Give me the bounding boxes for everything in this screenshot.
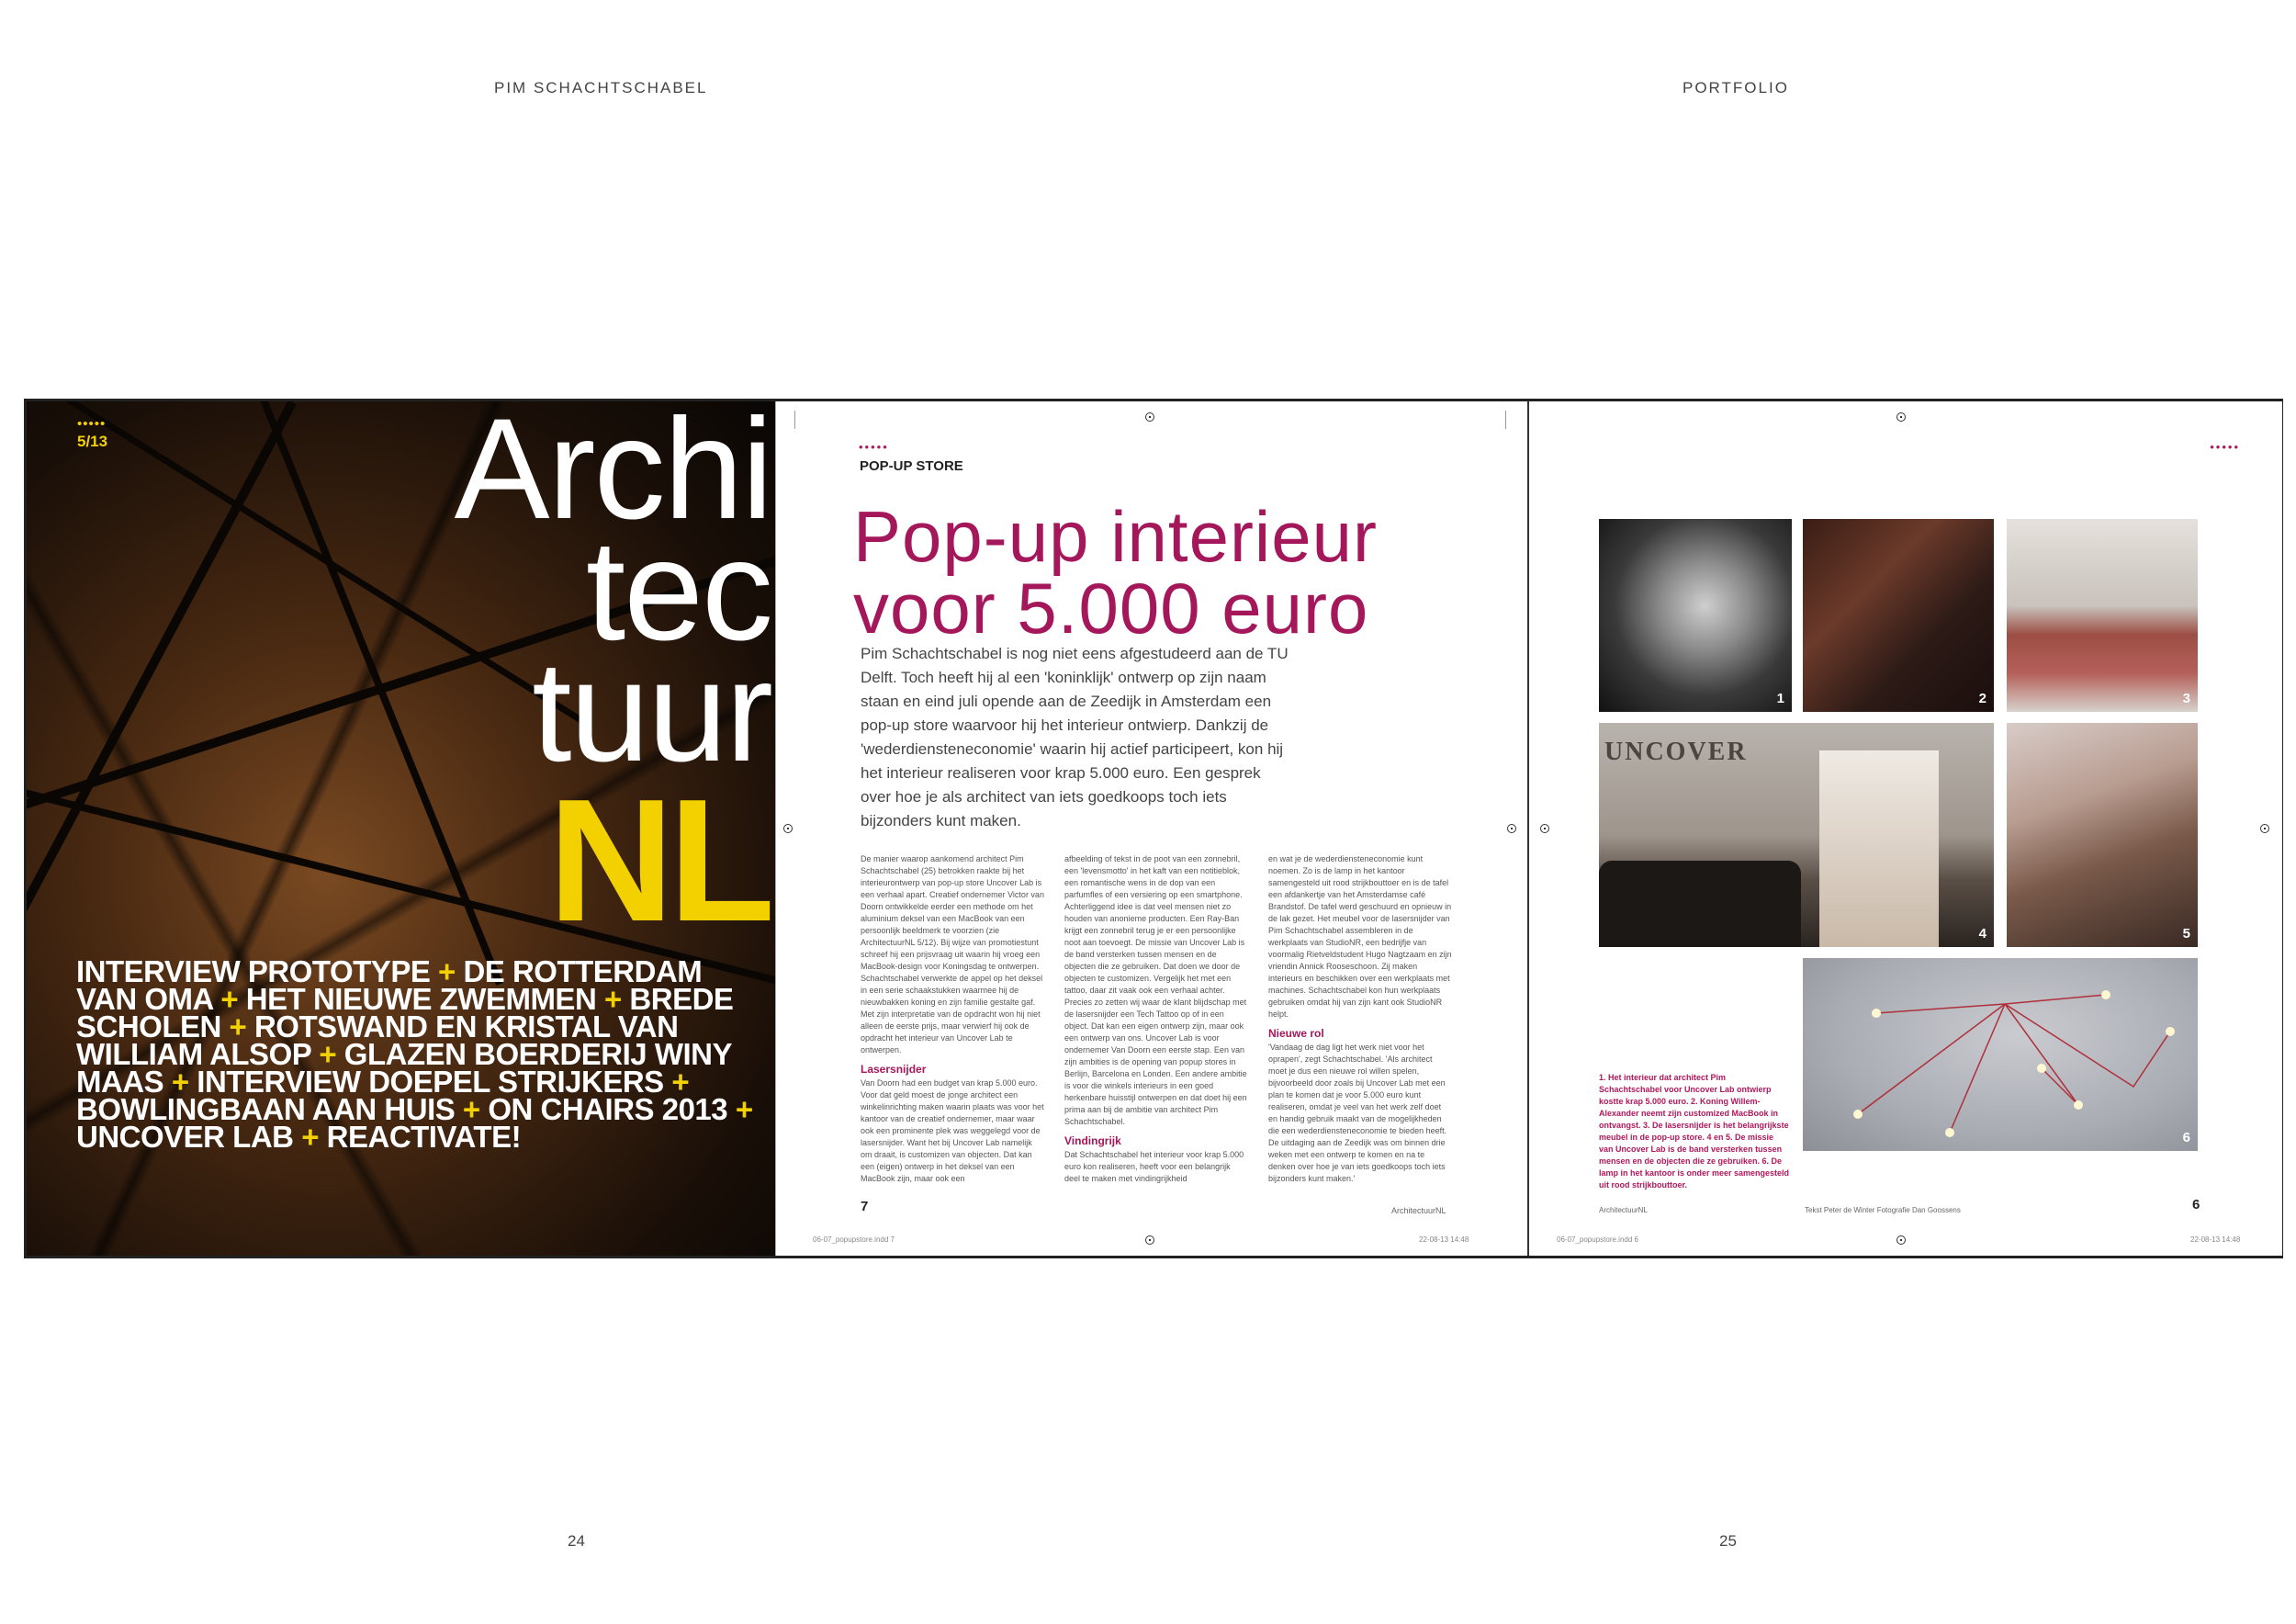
article-dots: ••••• <box>859 440 889 454</box>
column-text: 'Vandaag de dag ligt het werk niet voor het oprapen', zegt Schachtschabel. 'Als architect moet je dus een nieuwe rol willen spelen, bijvoorbeeld door zoals bij Uncover Lab met een plan te komen dat je voor 5.000 euro kunt realiseren, omdat je veel van het werk zelf doet en handig gebruik maakt van de mogelijkheden die een wederdiensteneconomie te bieden heeft. De uitdaging aan de Zeedijk was om binnen drie weken met een ontwerp te komen en na te denken over hoe je van iets goedkoops toch iets bijzonders kunt maken.' <box>1268 1043 1447 1183</box>
registration-mark-icon <box>2260 824 2269 833</box>
magazine-spread <box>24 399 2283 1258</box>
column-text: en wat je de wederdiensteneconomie kunt noemen. Zo is de lamp in het kantoor samengesteld uit rood strijkbouttoer en is de tafel een afdankertje van het Amsterdamse café Brandstof. De tafel werd geschuurd en opnieuw in de lak gezet. Het meubel voor de lasersnijder van Pim Schachtschabel assembleren in de werkplaats van StudioNR, een bedrijfje van voormalig Rietveldstudent Hugo Nagtzaam en zijn vriendin Annick Rooseschoon. Zij maken interieurs en beschikken over een werkplaats met machines. Schachtschabel kon hun werkplaats gebruiken omdat hij van zijn kant ook StudioNR helpt. <box>1268 854 1452 1019</box>
contents-item: BREDE SCHOLEN <box>76 982 734 1043</box>
cover-nl: NL <box>547 763 770 958</box>
gallery-page <box>1527 401 2282 1256</box>
column-text: Van Doorn had een budget van krap 5.000 euro. Voor dat geld moest de jonge architect een winkelinrichting maken waarin plaats was voor het kantoor van de creatief ondernemer, maar waar ook een prominente plek was weggelegd voor de lasersnijder. Want het bij Uncover Lab namelijk om draait, is customizen van objecten. Dat kan een (eigen) ontwerp in het deksel van een MacBook zijn, maar ook een <box>861 1078 1044 1183</box>
gallery-page-number: 6 <box>2192 1197 2200 1212</box>
magazine-cover <box>27 401 775 1256</box>
cover-dots: ••••• <box>77 416 107 432</box>
photo-caption: 1. Het interieur dat architect Pim Schachtschabel voor Uncover Lab ontwierp kostte krap 5.000 euro. 2. Koning Willem-Alexander neemt zijn customized MacBook in ontvangst. 3. De lasersnijder is het belangrijkste meubel in de pop-up store. 4 en 5. De missie van Uncover Lab is de band versterken tussen mensen en de objecten die ze gebruiken. 6. De lamp in het kantoor is onder meer samengesteld uit rood strijkbouttoer. <box>1599 1073 1790 1190</box>
contents-item: UNCOVER LAB <box>76 1120 294 1154</box>
running-header-left: PIM SCHACHTSCHABEL <box>494 79 708 96</box>
uncover-sign: UNCOVER <box>1604 738 1748 766</box>
gallery-dots: ••••• <box>2210 440 2240 454</box>
cover-title-line: tuur <box>532 632 771 792</box>
gallery-footer-brand: ArchitectuurNL <box>1599 1206 1648 1214</box>
page-number-left: 24 <box>568 1532 585 1550</box>
print-slug: 06-07_popupstore.indd 7 <box>813 1235 895 1244</box>
issue-number: 5/13 <box>77 433 108 450</box>
contents-item: BOWLINGBAAN AAN HUIS <box>76 1092 456 1126</box>
column-text: afbeelding of tekst in de poot van een zonnebril, een 'levensmotto' in het kaft van een notitieblok, een romantische wens in de dop van een parfumfles of een versiering op een smartphone. Achterliggend idee is dat veel mensen niet zo houden van anonieme producten. Een Ray-Ban krijgt een zonnebril terug je er een persoonlijke noot aan toevoegt. De missie van Uncover Lab is de band versterken tussen mensen en de objecten die ze gebruiken. Dat doen we door de objecten te customizen. Vergelijk het met een tattoo, daar zit vaak ook een verhaal achter. Precies zo zetten wij waar de klant blijdschap met de lasersnijder een Tech Tattoo op of in een object. Dat kan een eigen ontwerp zijn, maar ook een ontwerp van ons. Uncover Lab is voor ondernemer Van Doorn een eerste stap. Een van zijn ambities is de opening van popup stores in Berlijn, Barcelona en Londen. Een andere ambitie is voor die winkels interieurs in een goed herkenbare huisstijl ontwerpen en dat doet hij een prima aan bij de ambitie van architect Pim Schachtschabel. <box>1064 854 1247 1126</box>
article-kicker: POP-UP STORE <box>860 458 963 474</box>
photo-customers <box>2007 723 2198 947</box>
headline-line: voor 5.000 euro <box>853 568 1369 648</box>
photo-number: 2 <box>1978 691 1986 706</box>
photo-royal-visit <box>1803 519 1994 712</box>
registration-mark-icon <box>1145 1235 1154 1245</box>
print-slug: 22-08-13 14:48 <box>1419 1235 1469 1244</box>
article-column <box>1268 853 1452 1185</box>
registration-mark-icon <box>1540 824 1549 833</box>
page-number-right: 25 <box>1719 1532 1737 1550</box>
registration-mark-icon <box>1145 412 1154 422</box>
photo-number: 5 <box>2182 926 2190 942</box>
subheading: Lasersnijder <box>861 1063 927 1076</box>
photo-number: 4 <box>1978 926 1986 942</box>
article-column <box>1064 853 1248 1185</box>
print-slug: 06-07_popupstore.indd 6 <box>1557 1235 1638 1244</box>
cover-title-line: tec <box>585 511 771 671</box>
article-lead: Pim Schachtschabel is nog niet eens afgestudeerd aan de TU Delft. Toch heeft hij al een 'koninklijk' ontwerp op zijn naam staan en eind juli opende aan de Zeedijk in Amsterdam een pop-up store waarvoor hij het interieur ontwierp. Dankzij de 'wederdiensteneconomie' waarin hij actief participeert, kon hij het interieur realiseren voor krap 5.000 euro. Een gesprek over hoe je als architect van iets goedkoops toch iets bijzonders kunt maken. <box>861 645 1289 829</box>
contents-item: INTERVIEW DOEPEL STRIJKERS <box>197 1065 664 1099</box>
article-footer: ArchitectuurNL <box>1391 1206 1446 1215</box>
photo-portrait <box>1599 519 1792 712</box>
article-column <box>861 853 1044 1185</box>
photo-lamp <box>1803 958 2198 1151</box>
registration-mark-icon <box>783 824 793 833</box>
contents-item: DE ROTTERDAM VAN OMA <box>76 954 703 1016</box>
photo-number: 3 <box>2182 691 2190 706</box>
column-text: De manier waarop aankomend architect Pim Schachtschabel (25) betrokken raakte bij het interieurontwerp van pop-up store Uncover Lab is een verhaal apart. Creatief ondernemer Victor van Doorn ontwikkelde eerder een methode om het aluminium deksel van een MacBook van een persoonlijk beeldmerk te voorzien (zie ArchitectuurNL 5/12). Bij wijze van promotiestunt schreef hij een prijsvraag uit waarin hij vroeg een MacBook-design voor Koningsdag te ontwerpen. Schachtschabel verwerkte de appel op het deksel in een serie schaakstukken waarmee hij de nieuwbakken koning en zijn familie gestalte gaf. Met zijn interpretatie van de opdracht won hij niet alleen de eerste prijs, maar verwierf hij ook de opdracht het interieur van Uncover Lab te ontwerpen. <box>861 854 1044 1054</box>
headline-line: Pop-up interieur <box>853 496 1378 577</box>
print-slug: 22-08-13 14:48 <box>2190 1235 2241 1244</box>
cover-title-line: Archi <box>454 401 771 549</box>
subheading: Vindingrijk <box>1064 1134 1121 1147</box>
column-text: Dat Schachtschabel het interieur voor krap 5.000 euro kon realiseren, heeft voor een belangrijk deel te maken met vindingrijkheid <box>1064 1150 1244 1183</box>
photo-store-interior <box>2007 519 2198 712</box>
subheading: Nieuwe rol <box>1268 1027 1324 1040</box>
registration-mark-icon <box>1896 1235 1906 1245</box>
contents-item: HET NIEUWE ZWEMMEN <box>245 982 597 1016</box>
running-header-right: PORTFOLIO <box>1683 79 1789 96</box>
cover-title <box>454 401 771 792</box>
contents-item: REACTIVATE! <box>326 1120 522 1154</box>
contents-item: INTERVIEW PROTOTYPE <box>76 954 431 988</box>
article-page <box>775 401 1525 1256</box>
registration-mark-icon <box>1507 824 1516 833</box>
photo-number: 6 <box>2182 1130 2190 1145</box>
photo-credit: Tekst Peter de Winter Fotografie Dan Goossens <box>1805 1206 1961 1214</box>
article-columns <box>861 853 1458 1185</box>
photo-uncover-lounge <box>1599 723 1994 947</box>
article-headline <box>853 496 1496 648</box>
crop-mark-icon <box>1487 411 1506 429</box>
lamp-cords <box>1803 958 2198 1151</box>
cover-contents: INTERVIEW PROTOTYPE + DE ROTTERDAM VAN OMA + HET NIEUWE ZWEMMEN + BREDE SCHOLEN + ROTSWAND EN KRISTAL VAN WILLIAM ALSOP + GLAZEN BOERDERIJ WINY MAAS + INTERVIEW DOEPEL STRIJKERS + BOWLINGBAAN AAN HUIS + ON CHAIRS 2013 + UNCOVER LAB + REACTIVATE! <box>76 954 753 1154</box>
article-page-number: 7 <box>861 1199 869 1214</box>
contents-item: ON CHAIRS 2013 <box>488 1092 728 1126</box>
registration-mark-icon <box>1896 412 1906 422</box>
photo-number: 1 <box>1776 691 1784 706</box>
contents-item: GLAZEN BOERDERIJ WINY MAAS <box>76 1037 732 1099</box>
crop-mark-icon <box>794 411 814 429</box>
contents-item: ROTSWAND EN KRISTAL VAN WILLIAM ALSOP <box>76 1009 679 1071</box>
